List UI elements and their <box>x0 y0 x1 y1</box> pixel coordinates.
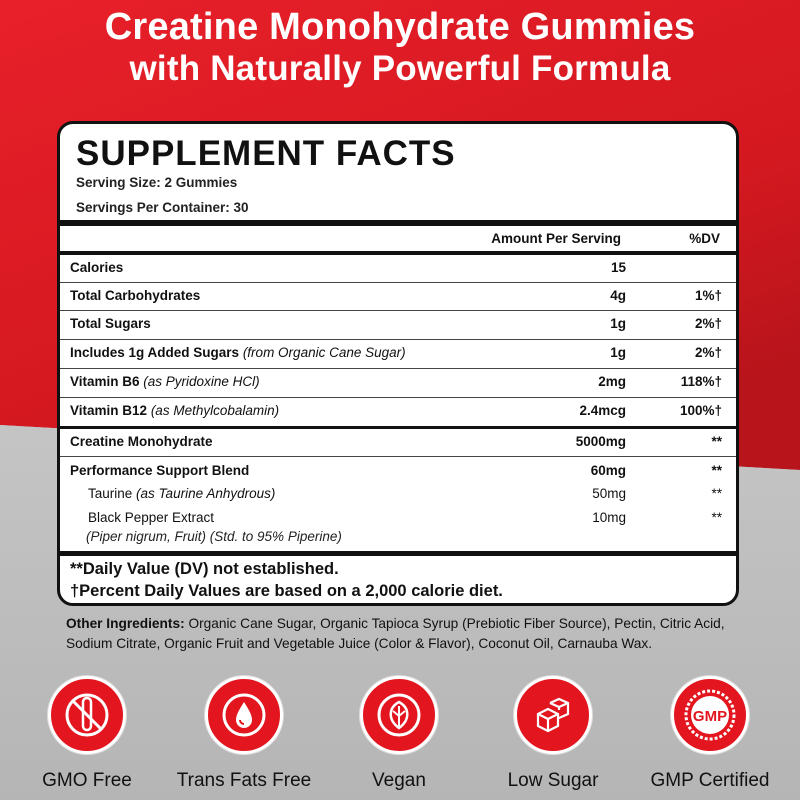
row-divider <box>60 397 736 398</box>
col-dv-header: %DV <box>689 231 720 246</box>
row-divider <box>60 339 736 340</box>
nutrient-amount: 2.4mcg <box>579 403 626 418</box>
badge-vegan <box>324 676 474 792</box>
nutrient-amount: 2mg <box>598 374 626 389</box>
nutrient-dv: 118%† <box>680 374 722 389</box>
nutrient-amount: 1g <box>610 345 626 360</box>
ingredients-text: Organic Cane Sugar, Organic Tapioca Syrup (Prebiotic Fiber Source), Pectin, Citric Acid, Sodium Citrate, Organic Fruit and Vegetable Juice (Color & Flavor), Coconut Oil, Carnauba Wax. <box>66 616 725 651</box>
ingredients-label: Other Ingredients: <box>66 616 185 631</box>
nutrient-dv: ** <box>711 434 722 449</box>
badge-trans-fats-free <box>169 676 319 792</box>
facts-title: SUPPLEMENT FACTS <box>76 134 456 173</box>
divider-bottom <box>60 551 736 556</box>
leaf-icon <box>360 676 438 754</box>
badge-label: Vegan <box>372 770 426 791</box>
nutrient-dv: 2%† <box>694 345 722 360</box>
footnote-percent: †Percent Daily Values are based on a 2,000 calorie diet. <box>70 582 503 600</box>
test-tube-no-icon <box>48 676 126 754</box>
nutrient-dv: ** <box>711 463 722 478</box>
servings-per-container: Servings Per Container: 30 <box>76 200 249 215</box>
oil-drop-icon <box>205 676 283 754</box>
gmp-seal-text: GMP <box>692 708 728 725</box>
nutrient-dv: 2%† <box>694 316 722 331</box>
row-divider <box>60 456 736 457</box>
serving-size: Serving Size: 2 Gummies <box>76 175 238 190</box>
nutrient-amount: 50mg <box>592 486 626 501</box>
nutrient-amount: 4g <box>610 288 626 303</box>
nutrient-amount: 15 <box>610 260 626 275</box>
nutrient-name: Vitamin B12 (as Methylcobalamin) <box>70 403 280 418</box>
badge-label: GMP Certified <box>650 770 770 791</box>
badge-row <box>0 676 800 800</box>
nutrient-amount: 5000mg <box>575 434 626 449</box>
row-divider <box>60 368 736 369</box>
table-row <box>60 288 736 316</box>
table-row <box>60 260 736 288</box>
supplement-facts-panel <box>57 121 739 606</box>
nutrient-dv: 100%† <box>679 403 722 418</box>
badge-low-sugar <box>478 676 628 792</box>
sugar-cubes-icon <box>514 676 592 754</box>
divider-medium <box>60 426 736 429</box>
nutrient-dv: 1%† <box>694 288 722 303</box>
nutrient-name: Vitamin B6 (as Pyridoxine HCl) <box>70 374 260 389</box>
gmp-seal-icon <box>671 676 749 754</box>
nutrient-dv: ** <box>711 486 722 501</box>
nutrient-name: Includes 1g Added Sugars (from Organic Cane Sugar) <box>70 345 406 360</box>
nutrient-name: Total Sugars <box>70 316 151 331</box>
divider-header <box>60 251 736 255</box>
nutrient-name: Black Pepper Extract <box>88 510 215 525</box>
nutrient-name: Calories <box>70 260 124 275</box>
nutrient-amount: 10mg <box>592 510 626 525</box>
footnote-dv: **Daily Value (DV) not established. <box>70 560 339 578</box>
nutrient-name: Total Carbohydrates <box>70 288 201 303</box>
row-divider <box>60 310 736 311</box>
badge-label: GMO Free <box>42 770 132 791</box>
table-row <box>60 434 736 462</box>
row-divider <box>60 282 736 283</box>
nutrient-name: Creatine Monohydrate <box>70 434 213 449</box>
badge-gmo-free <box>12 676 162 792</box>
nutrient-name: Taurine (as Taurine Anhydrous) <box>88 486 276 501</box>
badge-label: Trans Fats Free <box>176 770 312 791</box>
nutrient-amount: 60mg <box>590 463 626 478</box>
black-pepper-note: (Piper nigrum, Fruit) (Std. to 95% Piperine) <box>86 529 342 544</box>
headline-line2: with Naturally Powerful Formula <box>129 48 671 88</box>
col-amount-header: Amount Per Serving <box>491 231 621 246</box>
headline <box>0 6 800 88</box>
nutrient-dv: ** <box>711 510 722 525</box>
badge-label: Low Sugar <box>507 770 599 791</box>
nutrient-name: Performance Support Blend <box>70 463 250 478</box>
badge-gmp-certified <box>635 676 785 792</box>
headline-line1: Creatine Monohydrate Gummies <box>104 6 696 48</box>
other-ingredients <box>66 614 766 654</box>
divider-thick <box>60 220 736 226</box>
nutrient-amount: 1g <box>610 316 626 331</box>
